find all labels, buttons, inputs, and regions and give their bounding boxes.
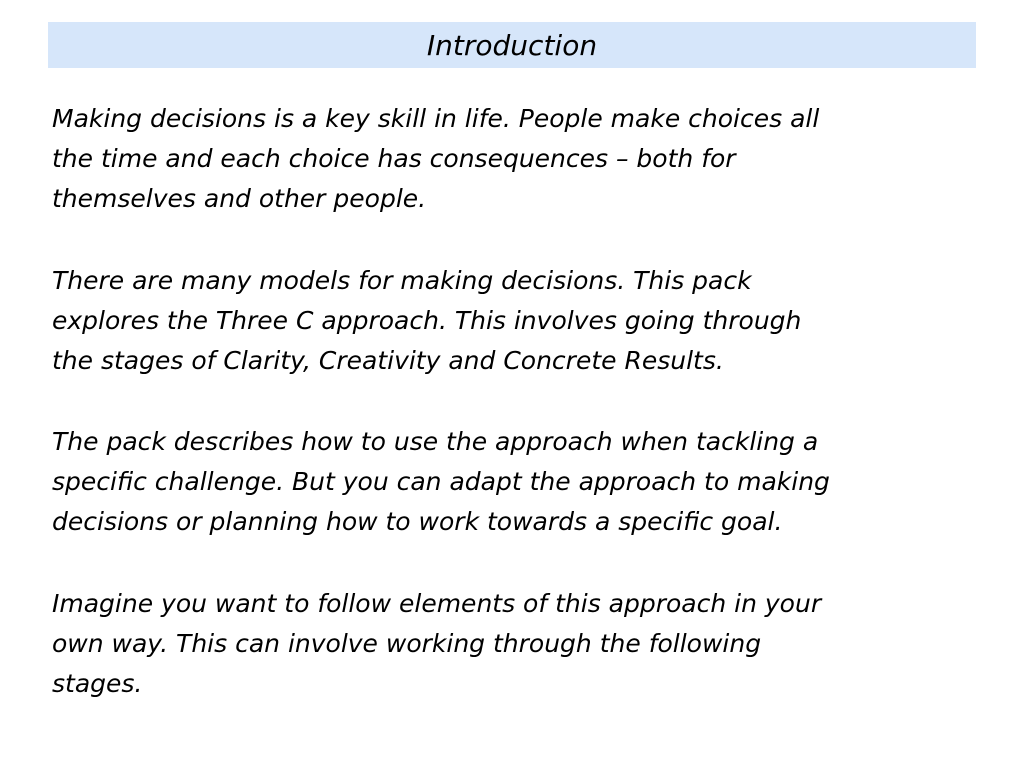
paragraph-4 bbox=[52, 584, 821, 704]
text-line: There are many models for making decisions. This pack bbox=[52, 266, 752, 295]
paragraph-2 bbox=[52, 261, 801, 381]
text-line: the time and each choice has consequences – both for bbox=[52, 144, 736, 173]
text-line: themselves and other people. bbox=[52, 184, 427, 213]
paragraph-1 bbox=[52, 99, 819, 219]
text-line: decisions or planning how to work towards a specific goal. bbox=[52, 507, 783, 536]
slide-title: Introduction bbox=[426, 28, 598, 62]
text-line: stages. bbox=[52, 669, 143, 698]
text-line: the stages of Clarity, Creativity and Concrete Results. bbox=[52, 346, 724, 375]
text-line: Making decisions is a key skill in life. People make choices all bbox=[52, 104, 820, 133]
text-line: specific challenge. But you can adapt the approach to making bbox=[52, 467, 830, 496]
title-bar bbox=[48, 22, 976, 68]
text-line: own way. This can involve working through the following bbox=[52, 629, 762, 658]
text-line: The pack describes how to use the approach when tackling a bbox=[52, 427, 819, 456]
text-line: explores the Three C approach. This involves going through bbox=[52, 306, 802, 335]
text-line: Imagine you want to follow elements of this approach in your bbox=[52, 589, 822, 618]
paragraph-3 bbox=[52, 422, 830, 542]
